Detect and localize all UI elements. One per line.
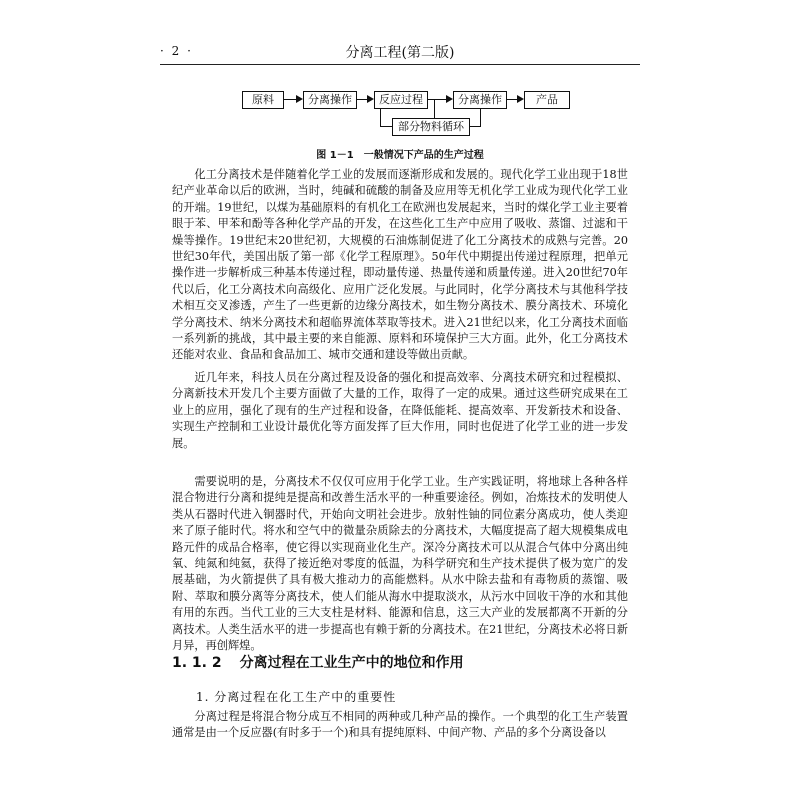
paragraph: 化工分离技术是伴随着化学工业的发展而逐渐形成和发展的。现代化学工业出现于18世纪产业革命以后的欧洲，当时，纯碱和硫酸的制备及应用等无机化学工业成为现代化学工业的开端。19世纪，以煤为基础原料的有机化工在欧洲也发展起来，当时的煤化学工业主要着眼于苯、甲苯和酚等各种化学产品的开发，在这些化工生产中应用了吸收、蒸馏、过滤和干燥等操作。19世纪末20世纪初，大规模的石油炼制促进了化工分离技术的成熟与完善。20世纪30年代，美国出版了第一部《化学工程原理》。50年代中期提出传递过程原理，把单元操作进一步解析成三种基本传递过程，即动量传递、热量传递和质量传递。进入20世纪70年代以后，化工分离技术向高级化、应用广泛化发展。与此同时，化学分离技术与其他科学技术相互交叉渗透，产生了一些更新的边缘分离技术，如生物分离技术、膜分离技术、环境化学分离技术、纳米分离技术和超临界流体萃取等技术。进入21世纪以来，化工分离技术面临一系列新的挑战，其中最主要的来自能源、原料和环境保护三大方面。此外，化工分离技术还能对农业、食品和食品加工、城市交通和建设等做出贡献。	[172, 168, 628, 362]
process-flow-diagram	[160, 80, 640, 140]
box-separation-2: 分离操作	[453, 91, 507, 109]
box-product: 产品	[524, 91, 570, 109]
page-header	[160, 42, 640, 64]
subsection-heading: 1. 分离过程在化工生产中的重要性	[196, 690, 397, 704]
section-number: 1. 1. 2	[172, 655, 222, 671]
arrow-head	[296, 95, 303, 103]
paragraph: 分离过程是将混合物分成互不相同的两种或几种产品的操作。一个典型的化工生产装置通常是由一个反应器(有时多于一个)和具有提纯原料、中间产物、产品的多个分离设备以	[172, 710, 628, 740]
arrow-head	[367, 95, 374, 103]
recycle-line-return	[380, 108, 381, 127]
figure-caption: 图 1－1 一般情况下产品的生产过程	[316, 150, 484, 161]
page-number: · 2 ·	[160, 44, 193, 58]
recycle-line	[380, 126, 392, 127]
paragraph: 需要说明的是，分离技术不仅仅可应用于化学工业。生产实践证明，将地球上各种各样混合物进行分离和提纯是提高和改善生活水平的一种重要途径。例如，冶炼技术的发明使人类从石器时代进入铜器时代，开始向文明社会进步。放射性铀的同位素分离成功，使人类迎来了原子能时代。将水和空气中的微量杂质除去的分离技术，大幅度提高了超大规模集成电路元件的成品合格率，使它得以实现商业化生产。深冷分离技术可以从混合气体中分离出纯氧、纯氮和纯氦，获得了接近绝对零度的低温，为科学研究和生产技术提供了极为宽广的发展基础，为火箭提供了具有极大推动力的高能燃料。从水中除去盐和有毒物质的蒸馏、吸附、萃取和膜分离等分离技术，使人们能从海水中提取淡水，从污水中回收干净的水和其他有用的东西。当代工业的三大支柱是材料、能源和信息，这三大产业的发展都离不开新的分离技术。人类生活水平的进一步提高也有赖于新的分离技术。在21世纪，分离技术必将日新月异，再创辉煌。	[172, 475, 628, 653]
section-title: 分离过程在工业生产中的地位和作用	[239, 655, 464, 671]
box-recycle: 部分物料循环	[392, 118, 470, 136]
box-raw-material: 原料	[242, 91, 284, 109]
recycle-line-up	[480, 108, 481, 127]
box-reaction: 反应过程	[374, 91, 428, 109]
paragraph: 近几年来，科技人员在分离过程及设备的强化和提高效率、分离技术研究和过程模拟、分离新技术开发几个主要方面做了大量的工作，取得了一定的成果。通过这些研究成果在工业上的应用，强化了现有的生产过程和设备，在降低能耗、提高效率、开发新技术和设备、实现生产控制和工业设计最优化等方面发挥了巨大作用，同时也促进了化学工业的进一步发展。	[172, 371, 628, 450]
recycle-spacer	[427, 95, 434, 103]
arrow-head	[446, 95, 453, 103]
box-separation-1: 分离操作	[303, 91, 357, 109]
arrow-line	[283, 99, 297, 100]
header-rule	[160, 64, 640, 65]
section-heading	[172, 652, 464, 672]
running-title: 分离工程(第二版)	[345, 45, 455, 61]
arrow-head	[517, 95, 524, 103]
